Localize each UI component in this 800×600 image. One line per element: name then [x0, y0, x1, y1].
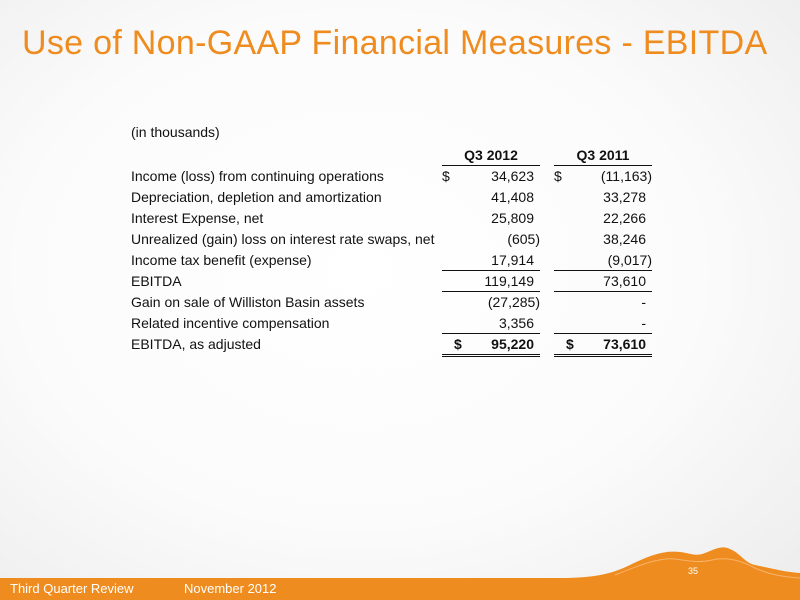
- cell-q3-2011: [554, 229, 652, 249]
- row-label: Depreciation, depletion and amortization: [131, 189, 382, 205]
- cell-q3-2011: [554, 208, 652, 228]
- currency-symbol: $: [566, 336, 574, 352]
- row-label: Unrealized (gain) loss on interest rate swaps, net: [131, 231, 435, 247]
- cell-q3-2011: [554, 250, 652, 271]
- cell-value: 33,278: [603, 189, 646, 205]
- cell-value: (9,017): [607, 252, 652, 268]
- cell-q3-2011: [554, 271, 652, 292]
- cell-value: (605): [507, 231, 540, 247]
- column-header-q3-2011: Q3 2011: [554, 145, 652, 166]
- cell-value: 34,623: [491, 168, 534, 184]
- cell-value: 73,610: [603, 273, 646, 289]
- cell-q3-2012: [442, 166, 540, 186]
- cell-value: (11,163): [600, 168, 652, 184]
- currency-symbol: $: [442, 168, 450, 184]
- table-row: [131, 229, 652, 250]
- table-row: [131, 271, 652, 292]
- cell-value: (27,285): [487, 294, 540, 310]
- currency-symbol: $: [554, 168, 562, 184]
- cell-value: 41,408: [491, 189, 534, 205]
- cell-q3-2012: [442, 187, 540, 207]
- cell-q3-2011: [554, 166, 652, 186]
- cell-q3-2012: [442, 313, 540, 334]
- row-label: Related incentive compensation: [131, 315, 330, 331]
- cell-q3-2011: [554, 313, 652, 334]
- cell-q3-2012: [442, 250, 540, 271]
- table-row: [131, 250, 652, 271]
- row-label: Income tax benefit (expense): [131, 252, 312, 268]
- column-header-q3-2012: Q3 2012: [442, 145, 540, 166]
- table-row: [131, 313, 652, 334]
- cell-value: -: [641, 294, 646, 310]
- slide-title: Use of Non-GAAP Financial Measures - EBITDA: [22, 24, 768, 62]
- cell-q3-2011: [554, 187, 652, 207]
- footer-report-name: Third Quarter Review: [10, 581, 134, 596]
- cell-q3-2011: [554, 334, 652, 357]
- table-row-total: [131, 334, 652, 355]
- cell-q3-2012: [442, 229, 540, 249]
- row-label: Income (loss) from continuing operations: [131, 168, 384, 184]
- table-row: [131, 187, 652, 208]
- cell-q3-2011: [554, 292, 652, 312]
- table-row: [131, 292, 652, 313]
- cell-q3-2012: [442, 271, 540, 292]
- cell-q3-2012: [442, 334, 540, 357]
- financial-table: [131, 145, 652, 355]
- cell-value: -: [641, 315, 646, 331]
- footer-date: November 2012: [184, 581, 277, 596]
- page-number: 35: [688, 566, 699, 576]
- cell-value: 119,149: [484, 273, 534, 289]
- row-label: EBITDA: [131, 273, 182, 289]
- cell-value: 38,246: [603, 231, 646, 247]
- cell-value: 73,610: [603, 336, 646, 352]
- table-header-row: [131, 145, 652, 166]
- cell-value: 25,809: [491, 210, 534, 226]
- table-row: [131, 208, 652, 229]
- row-label: Gain on sale of Williston Basin assets: [131, 294, 365, 310]
- cell-value: 3,356: [498, 315, 534, 331]
- cell-value: 95,220: [491, 336, 534, 352]
- cell-value: 22,266: [603, 210, 646, 226]
- cell-value: 17,914: [491, 252, 534, 268]
- row-label: Interest Expense, net: [131, 210, 264, 226]
- table-row: [131, 166, 652, 187]
- currency-symbol: $: [454, 336, 462, 352]
- units-label: (in thousands): [131, 124, 220, 140]
- cell-q3-2012: [442, 292, 540, 312]
- row-label: EBITDA, as adjusted: [131, 336, 261, 352]
- cell-q3-2012: [442, 208, 540, 228]
